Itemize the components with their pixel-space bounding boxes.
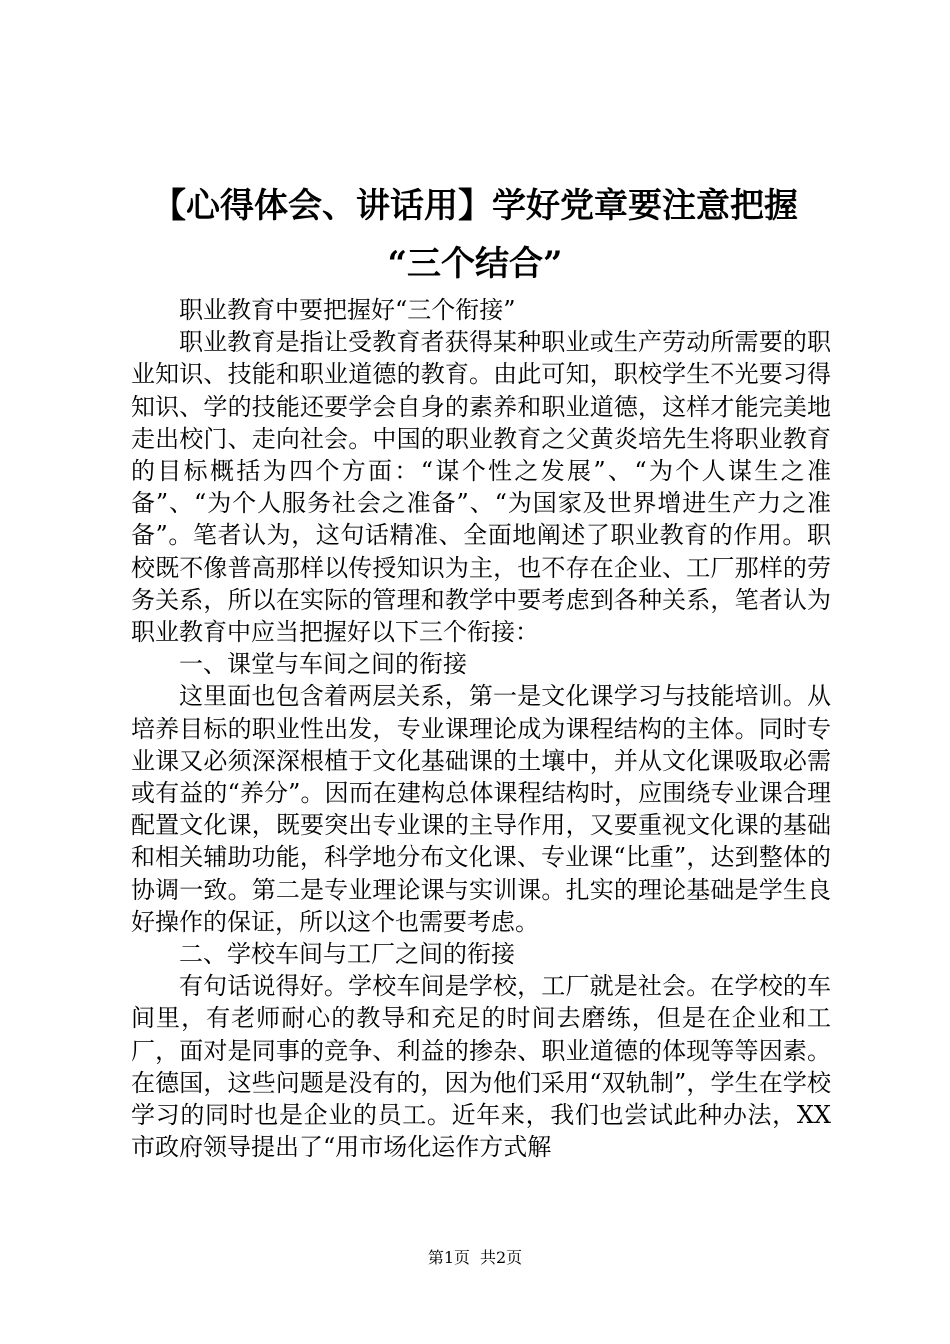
page-footer [0, 1248, 950, 1268]
section-heading-2: 二、学校车间与工厂之间的衔接 [179, 940, 515, 969]
paragraph-heading-intro: 职业教育中要把握好“三个衔接” [179, 296, 516, 324]
section-heading-1: 一、课堂与车间之间的衔接 [179, 650, 467, 679]
paragraph-section-1: 这里面也包含着两层关系，第一是文化课学习与技能培训。从培养目标的职业性出发，专业课理论成为课程结构的主体。同时专业课又必须深深根植于文化基础课的土壤中，并从文化课吸取必需或有益的“养分”。因而在建构总体课程结构时，应围绕专业课合理配置文化课，既要突出专业课的主导作用，又要重视文化课的基础和相关辅助功能，科学地分布文化课、专业课“比重”，达到整体的协调一致。第二是专业理论课与实训课。扎实的理论基础是学生良好操作的保证，所以这个也需要考虑。 [131, 682, 831, 936]
paragraph-intro: 职业教育是指让受教育者获得某种职业或生产劳动所需要的职业知识、技能和职业道德的教育。由此可知，职校学生不光要习得知识、学的技能还要学会自身的素养和职业道德，这样才能完美地走出校门、走向社会。中国的职业教育之父黄炎培先生将职业教育的目标概括为四个方面：“谋个性之发展”、“为个人谋生之准备”、“为个人服务社会之准备”、“为国家及世界增进生产力之准备”。笔者认为，这句话精准、全面地阐述了职业教育的作用。职校既不像普高那样以传授知识为主，也不存在企业、工厂那样的劳务关系，所以在实际的管理和教学中要考虑到各种关系，笔者认为职业教育中应当把握好以下三个衔接： [131, 328, 831, 647]
page-number-current: 第1页 [427, 1248, 470, 1267]
document-title-line-1: 【心得体会、讲话用】学好党章要注意把握 [152, 186, 798, 226]
document-body [131, 294, 831, 1163]
page-number-total: 共2页 [480, 1248, 523, 1267]
document-title-line-2: “三个结合” [387, 244, 563, 284]
paragraph-section-2: 有句话说得好。学校车间是学校，工厂就是社会。在学校的车间里，有老师耐心的教导和充足的时间去磨练，但是在企业和工厂，面对是同事的竞争、利益的掺杂、职业道德的体现等等因素。在德国，这些问题是没有的，因为他们采用“双轨制”，学生在学校学习的同时也是企业的员工。近年来，我们也尝试此种办法，XX市政府领导提出了“用市场化运作方式解 [131, 972, 831, 1162]
